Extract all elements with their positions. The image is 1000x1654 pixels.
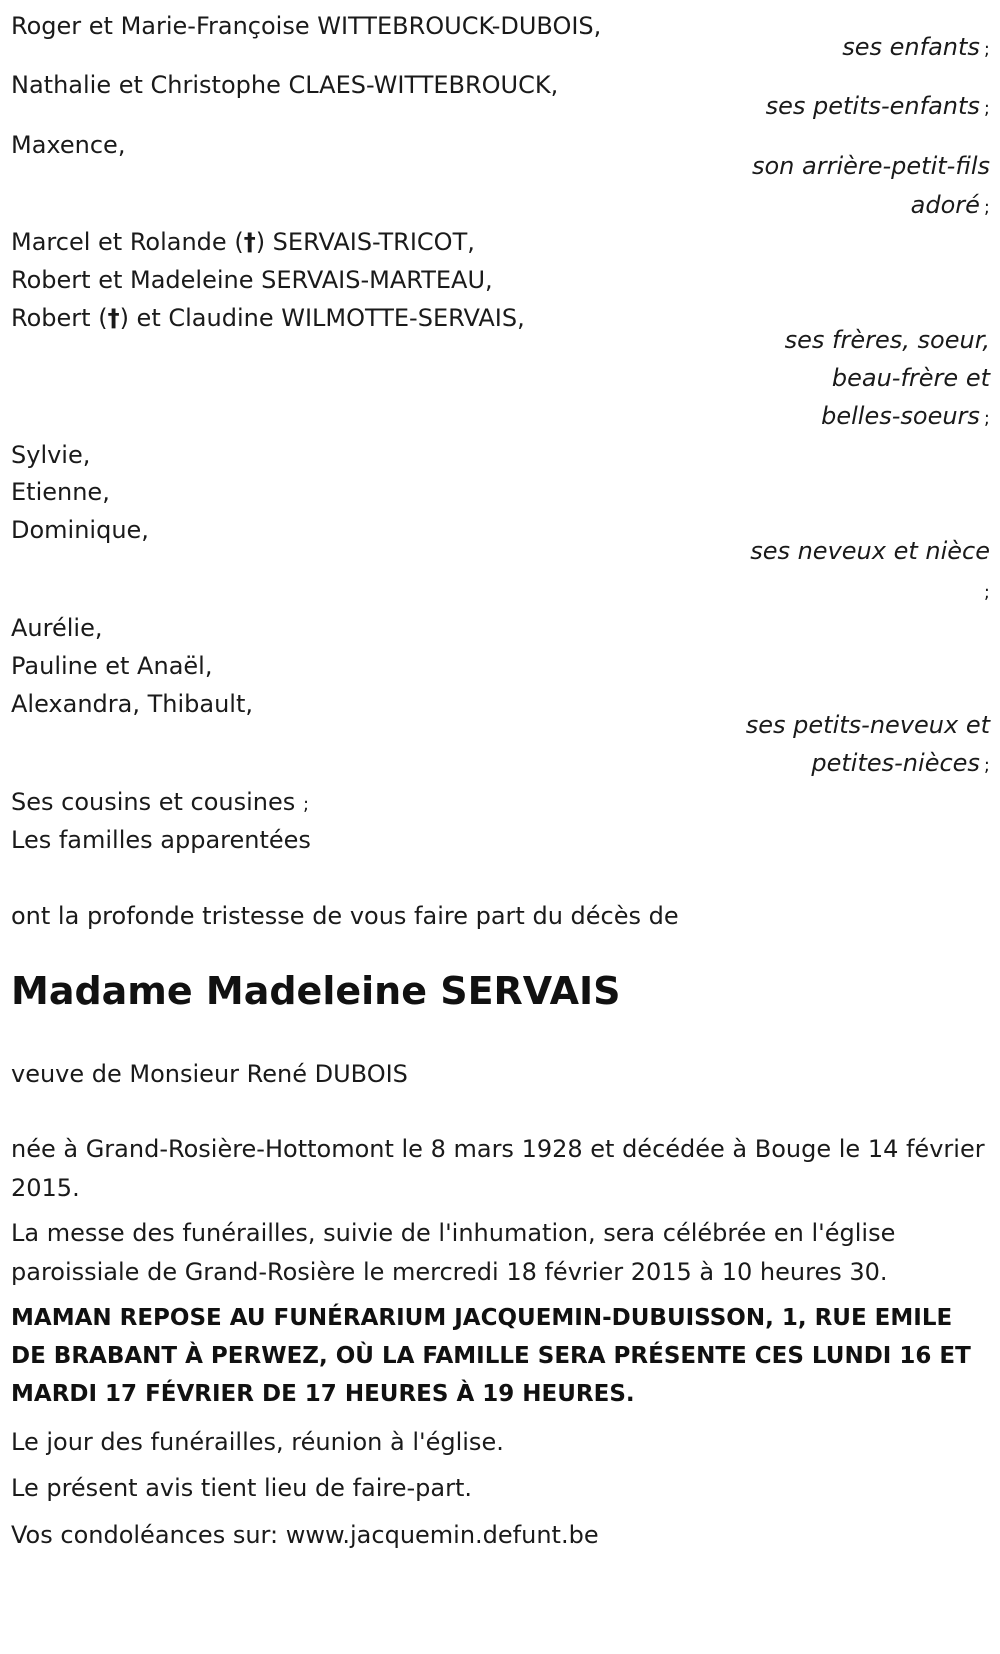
widow-of: veuve de Monsieur René DUBOIS	[11, 1060, 408, 1088]
siblings-role-line2: beau-frère et	[831, 364, 990, 392]
sibling-text-before: Robert (	[11, 304, 108, 332]
cross-icon: †	[107, 304, 120, 332]
grand-nephews-role-line2-text: petites-nièces	[811, 749, 980, 777]
deceased-name: Madame Madeleine SERVAIS	[11, 969, 621, 1013]
cross-icon: †	[243, 228, 256, 256]
grandchildren-names: Nathalie et Christophe CLAES-WITTEBROUCK,	[11, 71, 559, 99]
siblings-role-semicolon: ;	[983, 408, 990, 429]
children-names: Roger et Marie-Françoise WITTEBROUCK-DUBOIS,	[11, 12, 602, 40]
grand-nephew-name: Alexandra, Thibault,	[11, 690, 254, 718]
funeral-mass-paragraph: La messe des funérailles, suivie de l'inhumation, sera célébrée en l'église paroissiale de Grand-Rosière le mercredi 18 février 2015 à 10 heures 30.	[11, 1219, 896, 1286]
great-grandchild-role-line2	[911, 186, 990, 227]
nephew-name: Dominique,	[11, 516, 149, 544]
cousins-text: Ses cousins et cousines	[11, 788, 296, 816]
condolences-text: Vos condoléances sur: www.jacquemin.defunt.be	[11, 1521, 599, 1549]
grandchildren-role-semicolon: ;	[983, 98, 990, 119]
children-role	[842, 28, 990, 69]
grand-nephew-name: Pauline et Anaël,	[11, 652, 213, 680]
sibling-line	[11, 222, 475, 262]
children-role-semicolon: ;	[983, 39, 990, 60]
notice-text: Le présent avis tient lieu de faire-part.	[11, 1474, 473, 1502]
children-role-text: ses enfants	[842, 33, 980, 61]
sibling-text-after: ) SERVAIS-TRICOT,	[255, 228, 475, 256]
grand-nephews-role-line2	[811, 744, 990, 785]
sibling-text-before: Marcel et Rolande (	[11, 228, 244, 256]
sibling-text-before: Robert et Madeleine SERVAIS-MARTEAU,	[11, 266, 493, 294]
nephews-role-semicolon	[980, 571, 990, 612]
sibling-line	[11, 260, 493, 300]
relatives-line: Les familles apparentées	[11, 826, 311, 854]
church-meeting: Le jour des funérailles, réunion à l'église.	[11, 1428, 504, 1456]
great-grandchild-role-line1: son arrière-petit-fils	[751, 152, 990, 180]
grand-nephew-name: Aurélie,	[11, 614, 103, 642]
sibling-line	[11, 298, 525, 338]
grandchildren-role-text: ses petits-enfants	[765, 92, 980, 120]
sibling-text-after: ) et Claudine WILMOTTE-SERVAIS,	[119, 304, 525, 332]
grand-nephews-role-line1: ses petits-neveux et	[745, 711, 990, 739]
cousins-semicolon: ;	[302, 794, 310, 815]
grand-nephews-role-semicolon: ;	[983, 755, 990, 776]
nephews-role: ses neveux et nièce	[750, 537, 990, 565]
nephew-name: Sylvie,	[11, 441, 91, 469]
nephew-name: Etienne,	[11, 478, 110, 506]
great-grandchild-name: Maxence,	[11, 131, 126, 159]
funerarium-notice: MAMAN REPOSE AU FUNÉRARIUM JACQUEMIN-DUBUISSON, 1, RUE EMILE DE BRABANT À PERWEZ, OÙ LA FAMILLE SERA PRÉSENTE CES LUNDI 16 ET MARDI 17 FÉVRIER DE 17 HEURES À 19 HEURES.	[11, 1305, 971, 1407]
siblings-role-line1: ses frères, soeur,	[784, 326, 990, 354]
nephews-role-semicolon-text: ;	[983, 582, 990, 603]
cousins-line	[11, 782, 309, 825]
siblings-role-line3	[821, 397, 990, 438]
birth-death-paragraph: née à Grand-Rosière-Hottomont le 8 mars 1928 et décédée à Bouge le 14 février 2015.	[11, 1135, 985, 1202]
great-grandchild-role-semicolon: ;	[983, 197, 990, 218]
great-grandchild-role-line2-text: adoré	[910, 191, 980, 219]
announcement-intro: ont la profonde tristesse de vous faire part du décès de	[11, 902, 679, 930]
grandchildren-role	[766, 87, 990, 128]
siblings-role-line3-text: belles-soeurs	[821, 402, 980, 430]
